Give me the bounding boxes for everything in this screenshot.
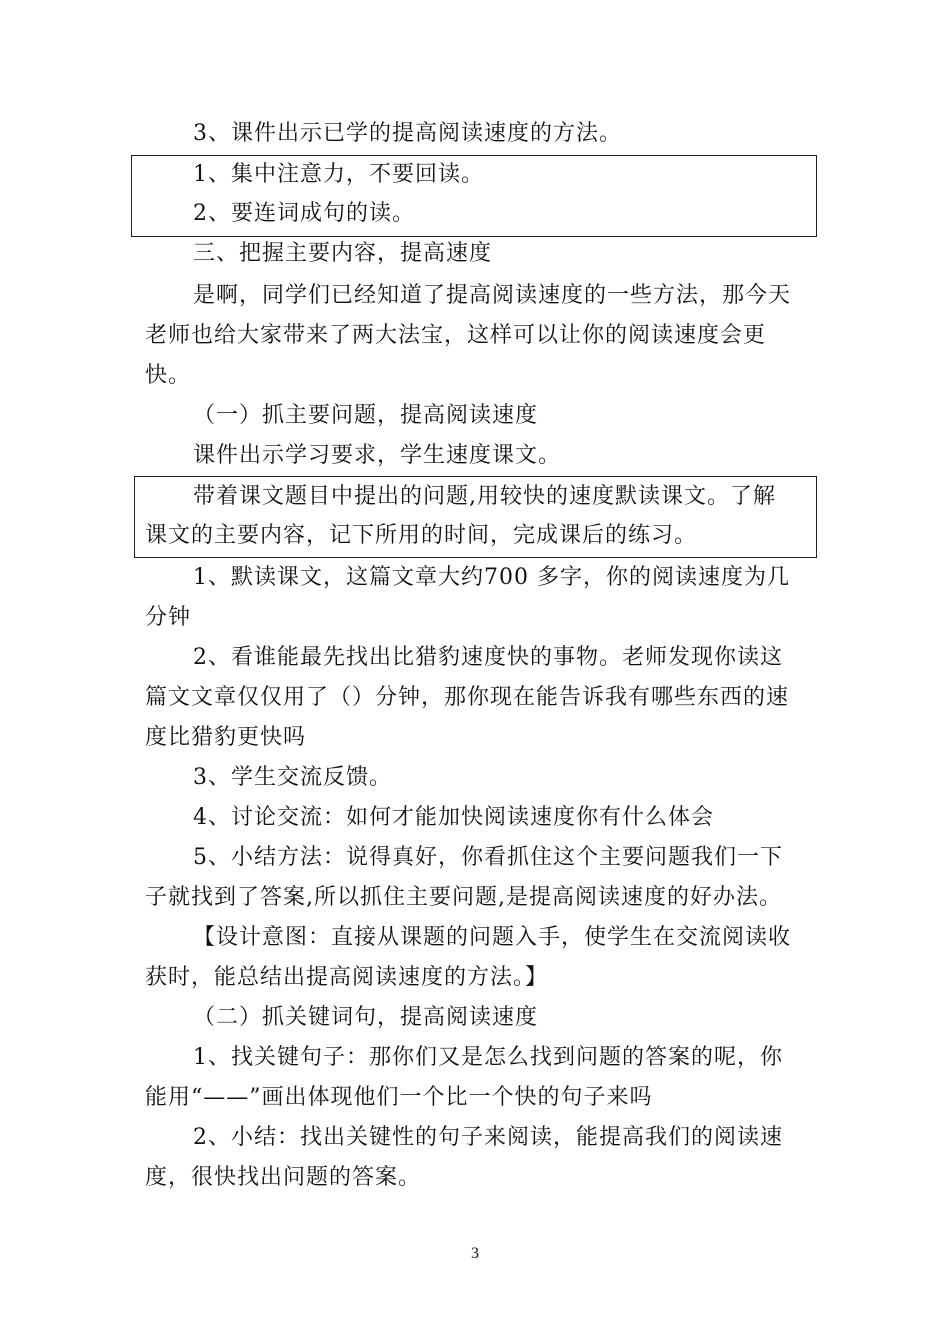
method-1: 1、集中注意力，不要回读。 xyxy=(193,162,484,187)
method-2: 2、要连词成句的读。 xyxy=(193,201,415,226)
paragraph-line: 度，很快找出问题的答案。 xyxy=(145,1165,422,1190)
paragraph-line: 课件出示学习要求，学生速度课文。 xyxy=(193,443,562,468)
subheading-2: （二）抓关键词句，提高阅读速度 xyxy=(193,1005,539,1030)
paragraph-line: 5、小结方法：说得真好，你看抓住这个主要问题我们一下 xyxy=(193,845,783,870)
step-3-courseware: 3、课件出示已学的提高阅读速度的方法。 xyxy=(193,121,622,146)
paragraph-line: 快。 xyxy=(145,363,192,388)
paragraph-line: 2、看谁能最先找出比猎豹速度快的事物。老师发现你读这 xyxy=(193,645,783,670)
design-intent-line: 【设计意图：直接从课题的问题入手，使学生在交流阅读收 xyxy=(193,925,792,950)
section-heading-3: 三、把握主要内容，提高速度 xyxy=(193,241,493,266)
subheading-1: （一）抓主要问题，提高阅读速度 xyxy=(193,403,539,428)
paragraph-line: 老师也给大家带来了两大法宝，这样可以让你的阅读速度会更 xyxy=(145,323,767,348)
paragraph-line: 篇文文章仅仅用了（）分钟，那你现在能告诉我有哪些东西的速 xyxy=(145,685,790,710)
paragraph-line: 子就找到了答案,所以抓住主要问题,是提高阅读速度的好办法。 xyxy=(145,885,782,910)
paragraph-line: 1、默读课文，这篇文章大约700 多字，你的阅读速度为几 xyxy=(193,565,790,590)
paragraph-line: 1、找关键句子：那你们又是怎么找到问题的答案的呢，你 xyxy=(193,1045,783,1070)
page-number: 3 xyxy=(471,1245,479,1262)
paragraph-line: 2、小结：找出关键性的句子来阅读，能提高我们的阅读速 xyxy=(193,1125,783,1150)
paragraph-line: 度比猎豹更快吗 xyxy=(145,725,307,750)
requirement-line: 课文的主要内容，记下所用的时间，完成课后的练习。 xyxy=(145,523,698,548)
paragraph-line: 分钟 xyxy=(145,605,192,630)
requirement-line: 带着课文题目中提出的问题,用较快的速度默读课文。了解 xyxy=(193,484,776,509)
design-intent-line: 获时，能总结出提高阅读速度的方法。】 xyxy=(145,965,549,990)
paragraph-line: 4、讨论交流：如何才能加快阅读速度你有什么体会 xyxy=(193,805,714,830)
paragraph-line: 3、学生交流反馈。 xyxy=(193,765,392,790)
paragraph-line: 是啊，同学们已经知道了提高阅读速度的一些方法，那今天 xyxy=(193,283,792,308)
paragraph-line: 能用“——”画出体现他们一个比一个快的句子来吗 xyxy=(145,1085,653,1110)
